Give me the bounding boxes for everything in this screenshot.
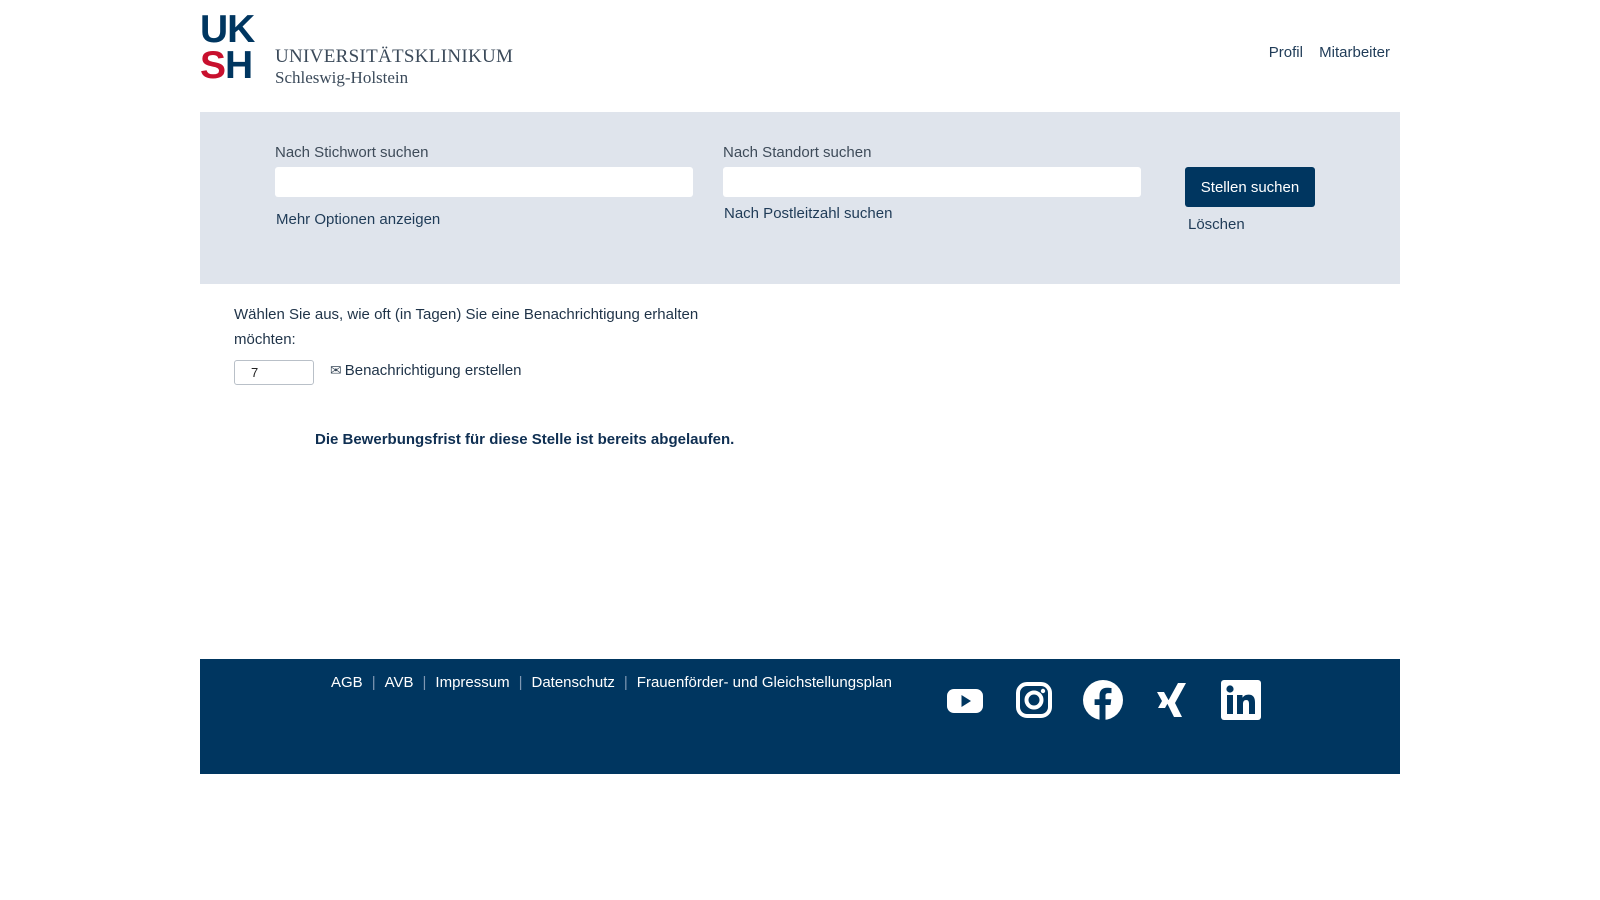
footer-separator: | [422,674,427,691]
site-header [200,0,1400,112]
create-alert-label: Benachrichtigung erstellen [344,362,522,379]
logo-mark-sh [200,44,262,87]
instagram-icon [1013,679,1055,721]
footer-links [331,674,892,691]
postcode-search-link[interactable]: Nach Postleitzahl suchen [724,205,893,222]
footer-link-avb[interactable]: AVB [384,674,414,691]
search-jobs-button[interactable]: Stellen suchen [1185,167,1315,207]
more-options-link[interactable]: Mehr Optionen anzeigen [276,211,441,228]
xing-link[interactable] [1151,679,1193,721]
linkedin-icon [1220,679,1262,721]
footer-separator: | [518,674,523,691]
youtube-link[interactable] [944,679,986,721]
alert-days-input[interactable] [234,360,314,385]
alert-frequency-prompt: Wählen Sie aus, wie oft (in Tagen) Sie eine Benachrichtigung erhalten möchten: [234,306,699,348]
nav-link-mitarbeiter[interactable]: Mitarbeiter [1319,44,1390,61]
location-input[interactable] [723,167,1141,197]
instagram-link[interactable] [1013,679,1055,721]
footer-link-datenschutz[interactable]: Datenschutz [531,674,615,691]
linkedin-link[interactable] [1220,679,1262,721]
footer-separator: | [371,674,376,691]
keyword-label: Nach Stichwort suchen [275,144,429,161]
application-expired-message: Die Bewerbungsfrist für diese Stelle ist bereits abgelaufen. [315,431,735,448]
top-nav [1257,44,1390,61]
logo-line-2: Schleswig-Holstein [275,68,409,87]
create-alert-link[interactable] [330,362,522,379]
job-search-form [200,112,1400,284]
uksh-logo[interactable] [200,8,520,92]
clear-button[interactable]: Löschen [1188,216,1245,233]
footer-separator: | [623,674,628,691]
logo-mark-s: S [200,44,226,87]
facebook-icon [1082,679,1124,721]
location-label: Nach Standort suchen [723,144,872,161]
footer-link-agb[interactable]: AGB [331,674,363,691]
nav-link-profil[interactable]: Profil [1268,44,1303,61]
youtube-icon [944,679,986,721]
footer-link-gleichstellungsplan[interactable]: Frauenförder- und Gleichstellungsplan [636,674,892,691]
xing-icon [1151,679,1193,721]
keyword-input[interactable] [275,167,693,197]
site-footer [200,659,1400,774]
logo-line-1: UNIVERSITÄTSKLINIKUM [275,46,514,67]
footer-link-impressum[interactable]: Impressum [435,674,510,691]
logo-mark-uk: UK [200,8,255,51]
envelope-icon: ✉ [330,362,342,378]
logo-mark-h: H [225,44,253,87]
logo-wordmark [275,46,513,88]
facebook-link[interactable] [1082,679,1124,721]
logo-mark [200,8,262,90]
